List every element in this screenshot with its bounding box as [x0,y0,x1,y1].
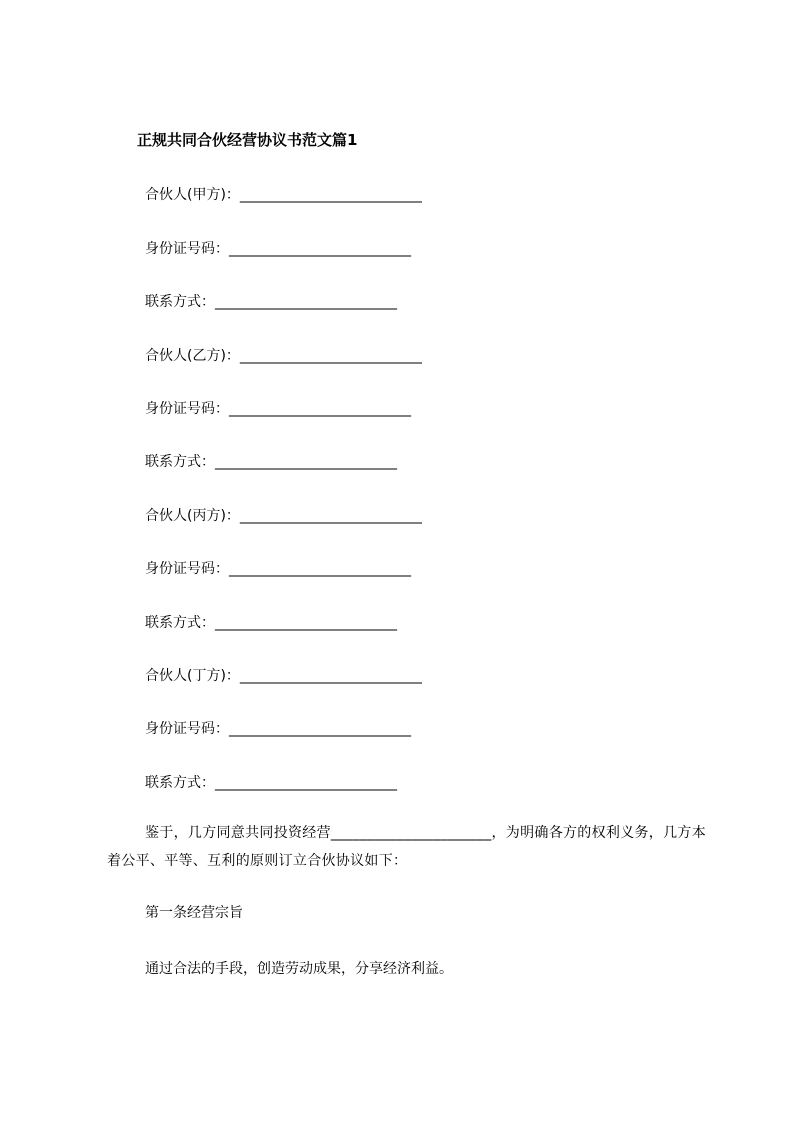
intro-paragraph: 鉴于，几方同意共同投资经营______________________，为明确各方的权利义务，几方本着公平、平等、互利的原则订立合伙协议如下： [107,825,706,869]
article-1-heading: 第一条经营宗旨 [145,905,243,921]
partner-a-id-field: 身份证号码：__________________________ [145,241,411,257]
document-title: 正规共同合伙经营协议书范文篇1 [137,131,358,149]
partner-b-id-field: 身份证号码：__________________________ [145,401,411,417]
partner-a-contact-field: 联系方式：__________________________ [145,294,397,310]
partner-b-contact-field: 联系方式：__________________________ [145,454,397,470]
partner-c-id-field: 身份证号码：__________________________ [145,561,411,577]
partner-c-contact-field: 联系方式：__________________________ [145,615,397,631]
partner-d-contact-field: 联系方式：__________________________ [145,775,397,791]
partner-d-field: 合伙人(丁方)：__________________________ [145,668,422,684]
partner-c-field: 合伙人(丙方)：__________________________ [145,508,422,524]
partner-d-id-field: 身份证号码：__________________________ [145,721,411,737]
article-1-body: 通过合法的手段，创造劳动成果，分享经济利益。 [145,961,453,977]
partner-b-field: 合伙人(乙方)：__________________________ [145,348,422,364]
partner-a-field: 合伙人(甲方)：__________________________ [145,187,422,203]
